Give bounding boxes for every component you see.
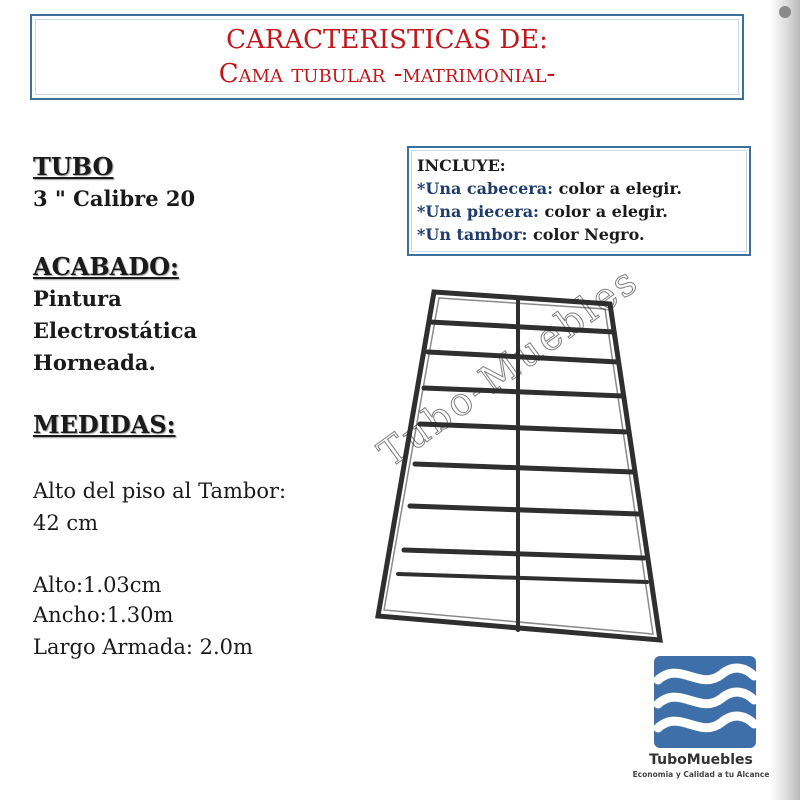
medidas-heading: MEDIDAS: <box>33 410 176 439</box>
watermark-text: Tubo-Muebles <box>370 257 647 476</box>
incluye-heading: INCLUYE: <box>417 156 506 175</box>
acabado-line-1: Pintura <box>33 286 122 311</box>
incluye-item <box>417 223 741 246</box>
title-box <box>30 14 744 100</box>
incluye-box <box>407 146 751 256</box>
tubo-value: 3 " Calibre 20 <box>33 186 196 211</box>
brand-name: TuboMuebles <box>649 752 753 768</box>
incluye-item-value: color a elegir. <box>538 202 668 221</box>
title-line-2: Cama tubular -matrimonial- <box>218 59 556 89</box>
alto-piso-value: 42 cm <box>33 511 99 535</box>
largo-value: Largo Armada: 2.0m <box>33 635 253 659</box>
tubo-heading: TUBO <box>33 152 114 181</box>
brand-tagline: Economia y Calidad a tu Alcance <box>632 770 770 779</box>
incluye-item-key: *Una cabecera: <box>417 179 553 198</box>
tubomuebles-logo-icon <box>650 652 760 752</box>
ancho-value: Ancho:1.30m <box>33 603 174 627</box>
incluye-item-value: color Negro. <box>527 225 645 244</box>
incluye-item-key: *Un tambor: <box>417 225 528 244</box>
incluye-item-value: color a elegir. <box>553 179 682 198</box>
acabado-line-3: Horneada. <box>33 350 156 375</box>
alto-piso-label: Alto del piso al Tambor: <box>33 479 287 503</box>
incluye-item-key: *Una piecera: <box>417 202 539 221</box>
acabado-line-2: Electrostática <box>33 318 198 343</box>
incluye-item <box>417 200 741 223</box>
acabado-heading: ACABADO: <box>33 252 179 281</box>
decorative-side-bar <box>770 0 800 800</box>
incluye-item <box>417 177 741 200</box>
title-line-1: CARACTERISTICAS DE: <box>226 25 548 55</box>
alto-value: Alto:1.03cm <box>33 573 162 597</box>
decorative-dot <box>779 6 791 18</box>
